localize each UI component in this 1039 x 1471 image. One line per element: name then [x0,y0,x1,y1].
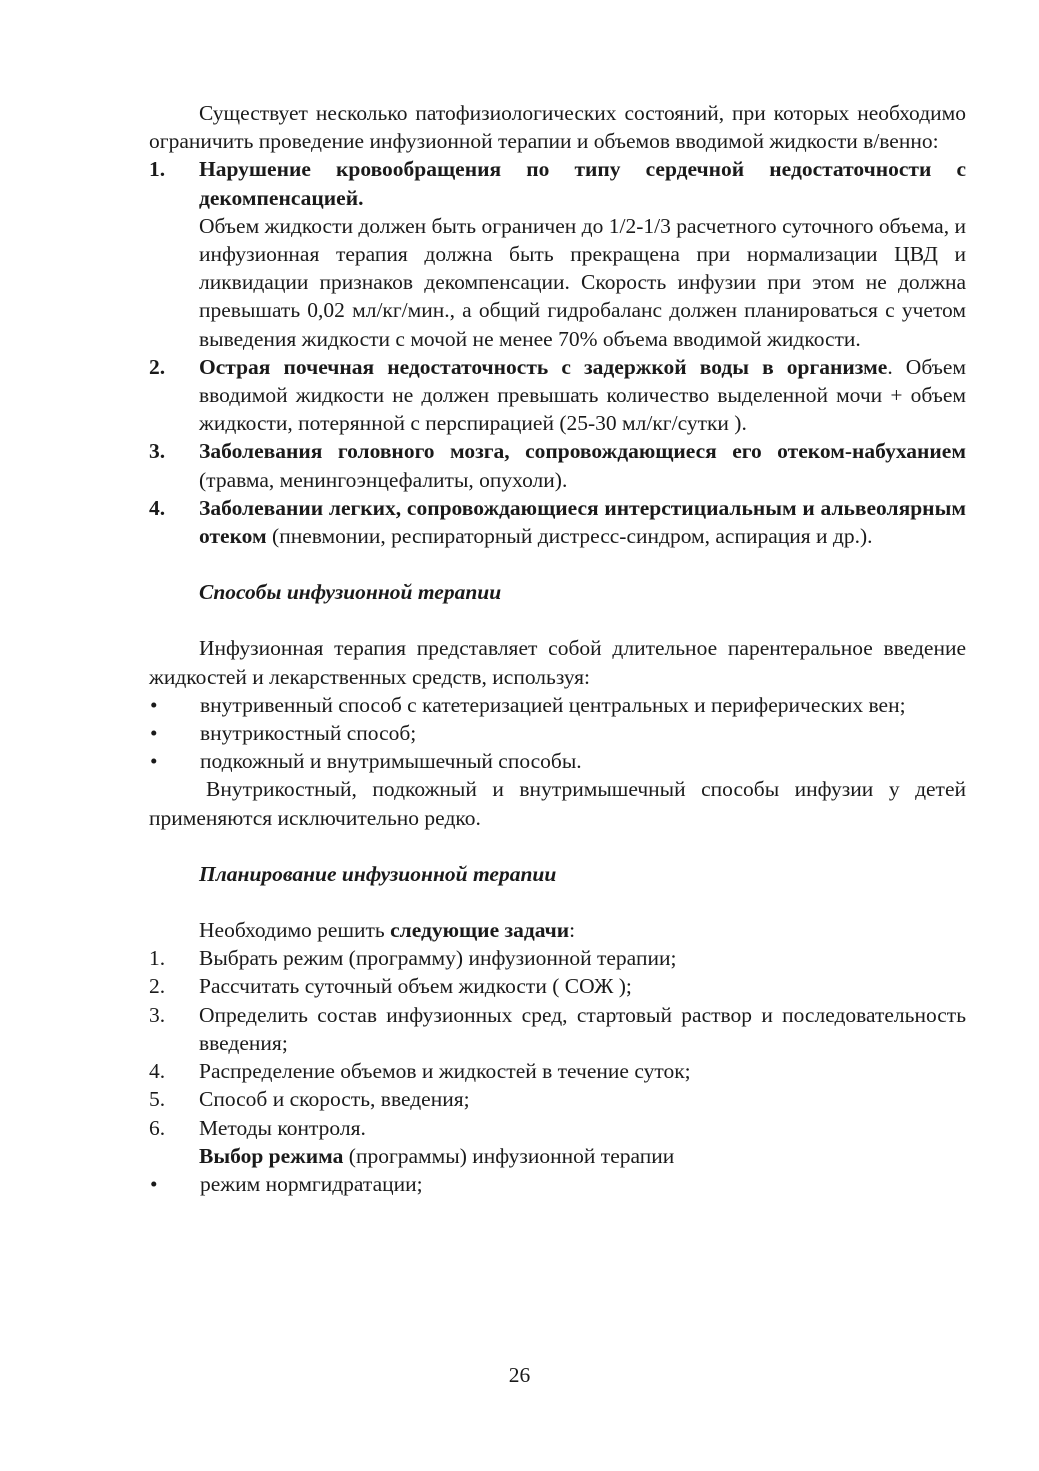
list-item: 1. Выбрать режим (программу) инфузионной терапии; [149,944,966,972]
page-number: 26 [508,1363,531,1387]
list-number: 1. [149,946,166,971]
list-item: 4. Заболевании легких, сопровождающиеся интерстициальным и альвеолярным отеком (пневмонии, респираторный дистресс-синдром, аспирация и др.). [149,495,966,549]
list-number: 5. [149,1087,166,1112]
list-number: 6. [149,1115,166,1140]
methods-intro: Инфузионная терапия представляет собой длительное парентеральное введение жидкостей и лекарственных средств, используя: [149,636,966,689]
bullet: • [150,1171,158,1196]
section-heading-planning: Планирование инфузионной терапии [199,861,557,886]
mode-heading: Выбор режима (программы) инфузионной терапии [199,1143,675,1168]
document-page [149,99,966,1198]
intro-paragraph: Существует несколько патофизиологических состояний, при которых необходимо ограничить проведение инфузионной терапии и объемов вводимой жидкости в/венно: [149,101,966,154]
list-item: • подкожный и внутримышечный способы. [149,747,966,775]
methods-note: Внутрикостный, подкожный и внутримышечный способы инфузии у детей применяются исключительно редко. [149,777,966,830]
list-item: 4. Распределение объемов и жидкостей в течение суток; [149,1057,966,1085]
list-item: • внутрикостный способ; [149,719,966,747]
list-number: 4. [149,1059,166,1084]
mode-list [149,1170,966,1198]
condition-title: Острая почечная недостаточность с задержкой воды в организме [199,354,888,379]
list-item [149,155,966,211]
bullet: • [150,692,158,717]
condition-followup: Объем жидкости должен быть ограничен до 1/2-1/3 расчетного суточного объема, и инфузионная терапия должна быть прекращена при нормализации ЦВД и ликвидации признаков декомпенсации. Скорость инфузии при этом не должна превышать 0,02 мл/кг/мин., а общий гидробаланс должен планироваться с учетом выведения жидкости с мочой не менее 70% объема вводимой жидкости. [199,213,966,351]
list-number: 2. [149,354,166,379]
section-heading-methods: Способы инфузионной терапии [199,580,502,605]
list-item: 2. Острая почечная недостаточность с задержкой воды в организме. Объем вводимой жидкости не должен превышать количество выделенной мочи + объем жидкости, потерянной с перспирацией (25-30 мл/кг/сутки ). [149,354,967,436]
list-item: • внутривенный способ с катетеризацией центральных и периферических вен; [149,691,966,719]
list-number: 3. [149,1002,166,1027]
bullet: • [150,749,158,774]
list-item: 2. Рассчитать суточный объем жидкости ( СОЖ ); [149,972,966,1000]
condition-title: Заболевании легких, сопровождающиеся интерстициальным и альвеолярным отеком [199,495,966,549]
list-item: 5. Способ и скорость, введения; [149,1085,966,1113]
list-number: 1. [149,157,166,182]
list-number: 2. [149,974,166,999]
conditions-list [149,155,966,550]
list-item: • режим нормгидратации; [149,1170,966,1198]
list-number: 3. [149,439,166,464]
list-item: 6. Методы контроля. [149,1114,966,1142]
planning-intro: Необходимо решить следующие задачи: [199,918,576,943]
list-item: 3. Определить состав инфузионных сред, стартовый раствор и последовательность введения; [149,1002,966,1055]
list-item: 3. Заболевания головного мозга, сопровождающиеся его отеком-набуханием (травма, менингоэнцефалиты, опухоли). [149,439,966,492]
condition-title: Нарушение кровообращения по типу сердечной недостаточности с декомпенсацией. [199,157,966,210]
condition-title: Заболевания головного мозга, сопровождающиеся его отеком-набуханием [199,439,966,464]
bullet: • [150,721,158,746]
list-number: 4. [149,495,166,520]
methods-list [149,691,966,776]
tasks-list [149,944,966,1141]
